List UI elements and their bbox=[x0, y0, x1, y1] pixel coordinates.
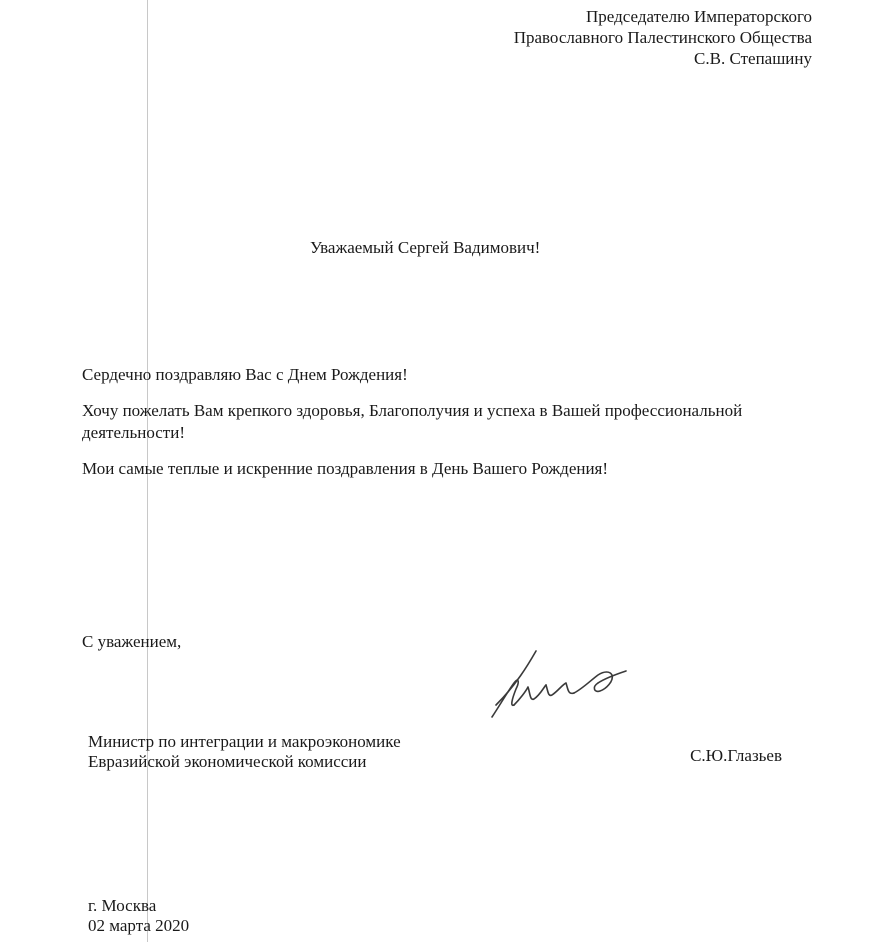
addressee-line-3: С.В. Степашину bbox=[694, 49, 812, 68]
position-line-2: Евразийской экономической комиссии bbox=[88, 752, 367, 771]
letter-body bbox=[82, 364, 802, 494]
date: 02 марта 2020 bbox=[88, 916, 190, 935]
signer-name: С.Ю.Глазьев bbox=[690, 746, 782, 765]
addressee-block bbox=[514, 6, 812, 69]
handwritten-signature-icon bbox=[486, 645, 636, 725]
position-line-1: Министр по интеграции и макроэкономике bbox=[88, 732, 401, 751]
place-date-block bbox=[88, 896, 189, 936]
salutation: Уважаемый Сергей Вадимович! bbox=[310, 238, 541, 257]
addressee-line-2: Православного Палестинского Общества bbox=[513, 28, 812, 47]
place: г. Москва bbox=[88, 896, 157, 915]
closing-phrase: С уважением, bbox=[82, 632, 182, 651]
body-paragraph-1: Сердечно поздравляю Вас с Днем Рождения! bbox=[82, 365, 408, 384]
signer-position bbox=[88, 732, 401, 772]
body-paragraph-2: Хочу пожелать Вам крепкого здоровья, Благополучия и успеха в Вашей профессиональной деятельности! bbox=[82, 401, 743, 442]
body-paragraph-3: Мои самые теплые и искренние поздравления в День Вашего Рождения! bbox=[82, 459, 609, 478]
addressee-line-1: Председателю Императорского bbox=[586, 7, 812, 26]
